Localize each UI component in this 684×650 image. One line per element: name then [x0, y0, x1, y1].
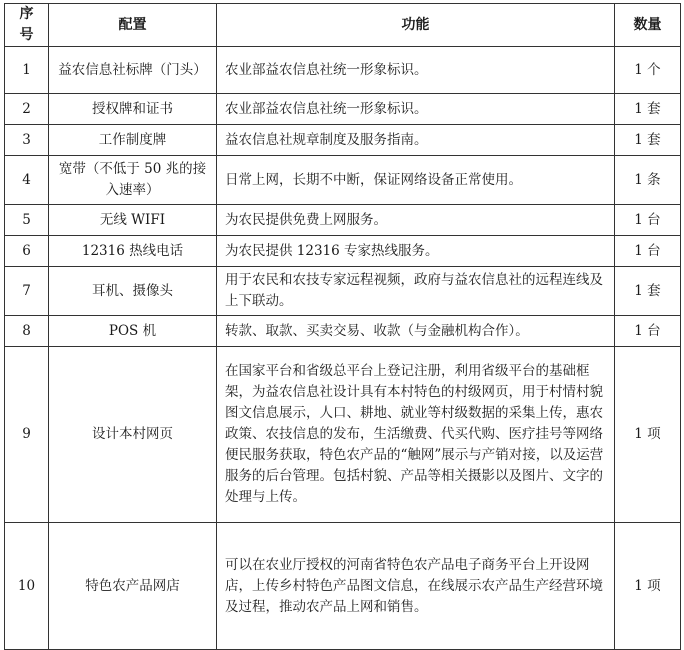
cell-function: 益农信息社规章制度及服务指南。	[217, 125, 615, 156]
cell-quantity: 1 台	[615, 205, 681, 236]
cell-quantity: 1 台	[615, 316, 681, 347]
table-row	[5, 267, 681, 316]
cell-config: 设计本村网页	[49, 347, 217, 523]
cell-config: 12316 热线电话	[49, 236, 217, 267]
cell-index: 10	[5, 523, 49, 650]
cell-index: 7	[5, 267, 49, 316]
table-row	[5, 156, 681, 205]
cell-config: 无线 WIFI	[49, 205, 217, 236]
cell-config: 益农信息社标牌（门头）	[49, 47, 217, 94]
cell-function: 日常上网，长期不中断，保证网络设备正常使用。	[217, 156, 615, 205]
cell-config: POS 机	[49, 316, 217, 347]
cell-config: 耳机、摄像头	[49, 267, 217, 316]
table-row	[5, 316, 681, 347]
cell-index: 4	[5, 156, 49, 205]
table-row	[5, 347, 681, 523]
cell-function: 转款、取款、买卖交易、收款（与金融机构合作）。	[217, 316, 615, 347]
cell-function: 农业部益农信息社统一形象标识。	[217, 94, 615, 125]
header-function: 功能	[217, 4, 615, 47]
cell-function: 为农民提供免费上网服务。	[217, 205, 615, 236]
cell-function: 为农民提供 12316 专家热线服务。	[217, 236, 615, 267]
cell-config: 特色农产品网店	[49, 523, 217, 650]
table-row	[5, 523, 681, 650]
cell-quantity: 1 条	[615, 156, 681, 205]
table-row	[5, 125, 681, 156]
cell-quantity: 1 套	[615, 267, 681, 316]
table-row	[5, 236, 681, 267]
cell-index: 8	[5, 316, 49, 347]
cell-config: 宽带（不低于 50 兆的接入速率）	[49, 156, 217, 205]
header-index: 序号	[5, 4, 49, 47]
config-table	[4, 3, 681, 650]
cell-quantity: 1 个	[615, 47, 681, 94]
table-row	[5, 205, 681, 236]
cell-function: 用于农民和农技专家远程视频，政府与益农信息社的远程连线及上下联动。	[217, 267, 615, 316]
cell-function: 可以在农业厅授权的河南省特色农产品电子商务平台上开设网店，上传乡村特色产品图文信息，在线展示农产品生产经营环境及过程，推动农产品上网和销售。	[217, 523, 615, 650]
cell-quantity: 1 台	[615, 236, 681, 267]
cell-index: 6	[5, 236, 49, 267]
cell-index: 2	[5, 94, 49, 125]
cell-function: 在国家平台和省级总平台上登记注册，利用省级平台的基础框架，为益农信息社设计具有本村特色的村级网页，用于村情村貌图文信息展示，人口、耕地、就业等村级数据的采集上传，惠农政策、农技信息的发布，生活缴费、代买代购、医疗挂号等网络便民服务获取，特色农产品的“触网”展示与产销对接，以及运营服务的后台管理。包括村貌、产品等相关摄影以及图片、文字的处理与上传。	[217, 347, 615, 523]
cell-config: 工作制度牌	[49, 125, 217, 156]
cell-quantity: 1 项	[615, 347, 681, 523]
cell-config: 授权牌和证书	[49, 94, 217, 125]
header-quantity: 数量	[615, 4, 681, 47]
header-config: 配置	[49, 4, 217, 47]
cell-quantity: 1 套	[615, 94, 681, 125]
cell-index: 1	[5, 47, 49, 94]
header-row	[5, 4, 681, 47]
cell-index: 5	[5, 205, 49, 236]
cell-quantity: 1 项	[615, 523, 681, 650]
cell-index: 9	[5, 347, 49, 523]
cell-function: 农业部益农信息社统一形象标识。	[217, 47, 615, 94]
table-row	[5, 94, 681, 125]
cell-quantity: 1 套	[615, 125, 681, 156]
cell-index: 3	[5, 125, 49, 156]
table-row	[5, 47, 681, 94]
